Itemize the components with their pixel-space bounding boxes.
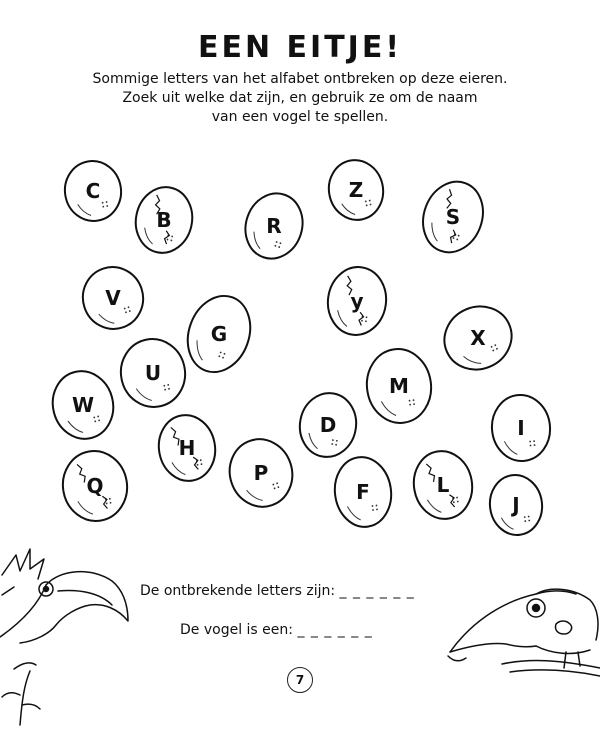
egg bbox=[487, 472, 545, 538]
egg bbox=[364, 346, 434, 426]
egg bbox=[411, 448, 475, 522]
egg-letter: W bbox=[71, 393, 95, 417]
egg-letter: U bbox=[144, 361, 162, 385]
egg-letter: B bbox=[156, 208, 172, 232]
missing-letters-answer bbox=[140, 583, 415, 599]
egg bbox=[227, 436, 295, 510]
egg-letter: Q bbox=[86, 474, 104, 498]
egg-letter: G bbox=[210, 322, 228, 346]
egg-letter: X bbox=[470, 326, 486, 350]
egg-letter: C bbox=[85, 179, 101, 203]
egg-letter: R bbox=[266, 214, 282, 238]
egg bbox=[50, 368, 116, 442]
egg bbox=[60, 448, 130, 524]
egg bbox=[118, 336, 188, 410]
egg bbox=[489, 392, 553, 464]
egg bbox=[133, 184, 195, 256]
egg bbox=[441, 304, 515, 372]
egg-letter: L bbox=[436, 473, 450, 497]
egg bbox=[421, 178, 485, 256]
instruction-line: Zoek uit welke dat zijn, en gebruik ze om de naam bbox=[122, 90, 478, 106]
egg bbox=[80, 264, 146, 332]
egg-letter: F bbox=[356, 480, 370, 504]
missing-letters-label: De ontbrekende letters zijn: bbox=[140, 583, 336, 599]
egg-letter: D bbox=[319, 413, 337, 437]
egg-letter: S bbox=[445, 205, 461, 229]
toucan-icon bbox=[440, 572, 600, 729]
egg-letter: H bbox=[178, 436, 196, 460]
egg bbox=[332, 454, 394, 530]
missing-letters-blanks: _ _ _ _ _ _ bbox=[339, 583, 415, 599]
egg-letter: Z bbox=[348, 178, 364, 202]
egg-letter: P bbox=[253, 461, 269, 485]
egg-letter: J bbox=[512, 493, 520, 517]
egg-letter: M bbox=[389, 374, 409, 398]
bird-answer-blanks: _ _ _ _ _ _ bbox=[297, 622, 373, 638]
egg bbox=[156, 412, 218, 484]
egg bbox=[186, 292, 252, 376]
egg bbox=[62, 158, 124, 224]
egg bbox=[297, 390, 359, 460]
page-number: 7 bbox=[287, 667, 313, 693]
instruction-line: van een vogel te spellen. bbox=[211, 109, 389, 125]
egg-letter: I bbox=[517, 416, 525, 440]
egg bbox=[243, 190, 305, 262]
bird-answer-label: De vogel is een: bbox=[180, 622, 293, 638]
parrot-icon bbox=[0, 545, 140, 729]
egg-letter: y bbox=[350, 289, 364, 313]
page-title: EEN EITJE! bbox=[198, 30, 402, 65]
bird-answer bbox=[180, 622, 373, 638]
instructions bbox=[60, 70, 540, 127]
egg bbox=[326, 157, 386, 223]
instruction-line: Sommige letters van het alfabet ontbreken op deze eieren. bbox=[92, 71, 508, 87]
egg-letter: V bbox=[105, 286, 121, 310]
egg bbox=[325, 264, 389, 338]
